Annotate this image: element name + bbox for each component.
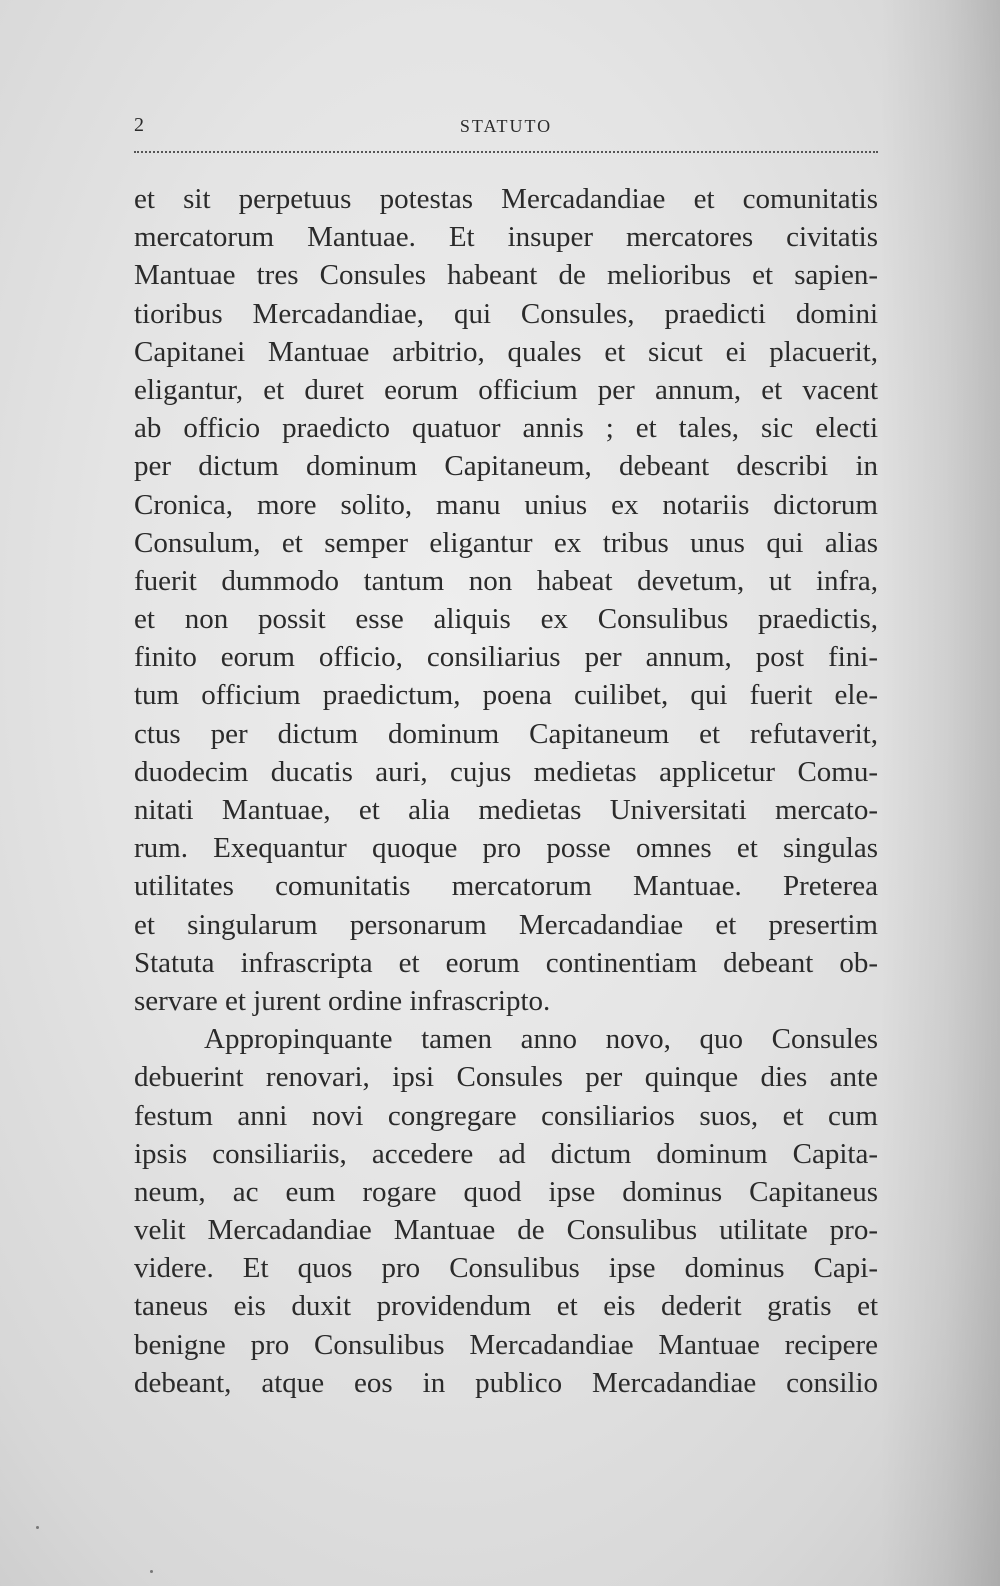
text-line: nitati Mantuae, et alia medietas Universitati mercato- bbox=[134, 794, 878, 826]
text-line: ipsis consiliariis, accedere ad dictum dominum Capita- bbox=[134, 1137, 878, 1170]
running-title: STATUTO bbox=[459, 116, 553, 136]
text-line: Capitanei Mantuae arbitrio, quales et sicut ei placuerit, bbox=[134, 335, 878, 368]
page-edge-shadow bbox=[880, 0, 1000, 1586]
text-line: et non possit esse aliquis ex Consulibus praedictis, bbox=[134, 603, 878, 636]
page-header bbox=[134, 114, 878, 144]
text-line: utilitates comunitatis mercatorum Mantuae. Preterea bbox=[134, 870, 878, 903]
text-line: ab officio praedicto quatuor annis ; et tales, sic electi bbox=[134, 412, 878, 445]
text-line: debeant, atque eos in publico Mercadandiae consilio bbox=[134, 1366, 878, 1399]
text-line: taneus eis duxit providendum et eis dederit gratis et bbox=[134, 1290, 878, 1323]
page-number: 2 bbox=[134, 114, 145, 136]
header-rule bbox=[134, 151, 878, 153]
text-line: eligantur, et duret eorum officium per annum, et vacent bbox=[134, 373, 878, 406]
text-line: Mantuae tres Consules habeant de melioribus et sapien- bbox=[134, 259, 878, 292]
text-line: tioribus Mercadandiae, qui Consules, praedicti domini bbox=[134, 297, 878, 330]
text-line: festum anni novi congregare consiliarios suos, et cum bbox=[134, 1099, 878, 1132]
text-line: finito eorum officio, consiliarius per annum, post fini- bbox=[134, 641, 878, 674]
text-line: neum, ac eum rogare quod ipse dominus Capitaneus bbox=[134, 1175, 878, 1208]
text-line: Statuta infrascripta et eorum continentiam debeant ob- bbox=[134, 946, 878, 979]
paragraph-2 bbox=[134, 1020, 878, 1402]
paper-speck bbox=[150, 1570, 153, 1573]
text-line: Cronica, more solito, manu unius ex notariis dictorum bbox=[134, 488, 878, 521]
text-line: per dictum dominum Capitaneum, debeant describi in bbox=[134, 450, 878, 483]
text-line: et sit perpetuus potestas Mercadandiae et comunitatis bbox=[134, 183, 878, 215]
paragraph-1 bbox=[134, 180, 878, 1020]
text-line: ctus per dictum dominum Capitaneum et refutaverit, bbox=[134, 717, 878, 750]
text-line: tum officium praedictum, poena cuilibet, qui fuerit ele- bbox=[134, 679, 878, 712]
text-line: debuerint renovari, ipsi Consules per quinque dies ante bbox=[134, 1061, 878, 1094]
text-line: fuerit dummodo tantum non habeat devetum, ut infra, bbox=[134, 564, 878, 597]
body-text bbox=[134, 180, 878, 1402]
paper-speck bbox=[36, 1526, 39, 1529]
text-line: et singularum personarum Mercadandiae et presertim bbox=[134, 908, 878, 941]
text-line: videre. Et quos pro Consulibus ipse dominus Capi- bbox=[134, 1252, 878, 1285]
text-line: duodecim ducatis auri, cujus medietas applicetur Comu- bbox=[134, 755, 878, 788]
text-line: benigne pro Consulibus Mercadandiae Mantuae recipere bbox=[134, 1328, 878, 1361]
text-line: velit Mercadandiae Mantuae de Consulibus utilitate pro- bbox=[134, 1214, 878, 1247]
text-line: Consulum, et semper eligantur ex tribus unus qui alias bbox=[134, 526, 878, 559]
text-line: rum. Exequantur quoque pro posse omnes et singulas bbox=[134, 832, 878, 865]
text-line: mercatorum Mantuae. Et insuper mercatores civitatis bbox=[134, 221, 878, 254]
text-line: servare et jurent ordine infrascripto. bbox=[134, 984, 551, 1017]
text-line: Appropinquante tamen anno novo, quo Consules bbox=[204, 1023, 878, 1056]
